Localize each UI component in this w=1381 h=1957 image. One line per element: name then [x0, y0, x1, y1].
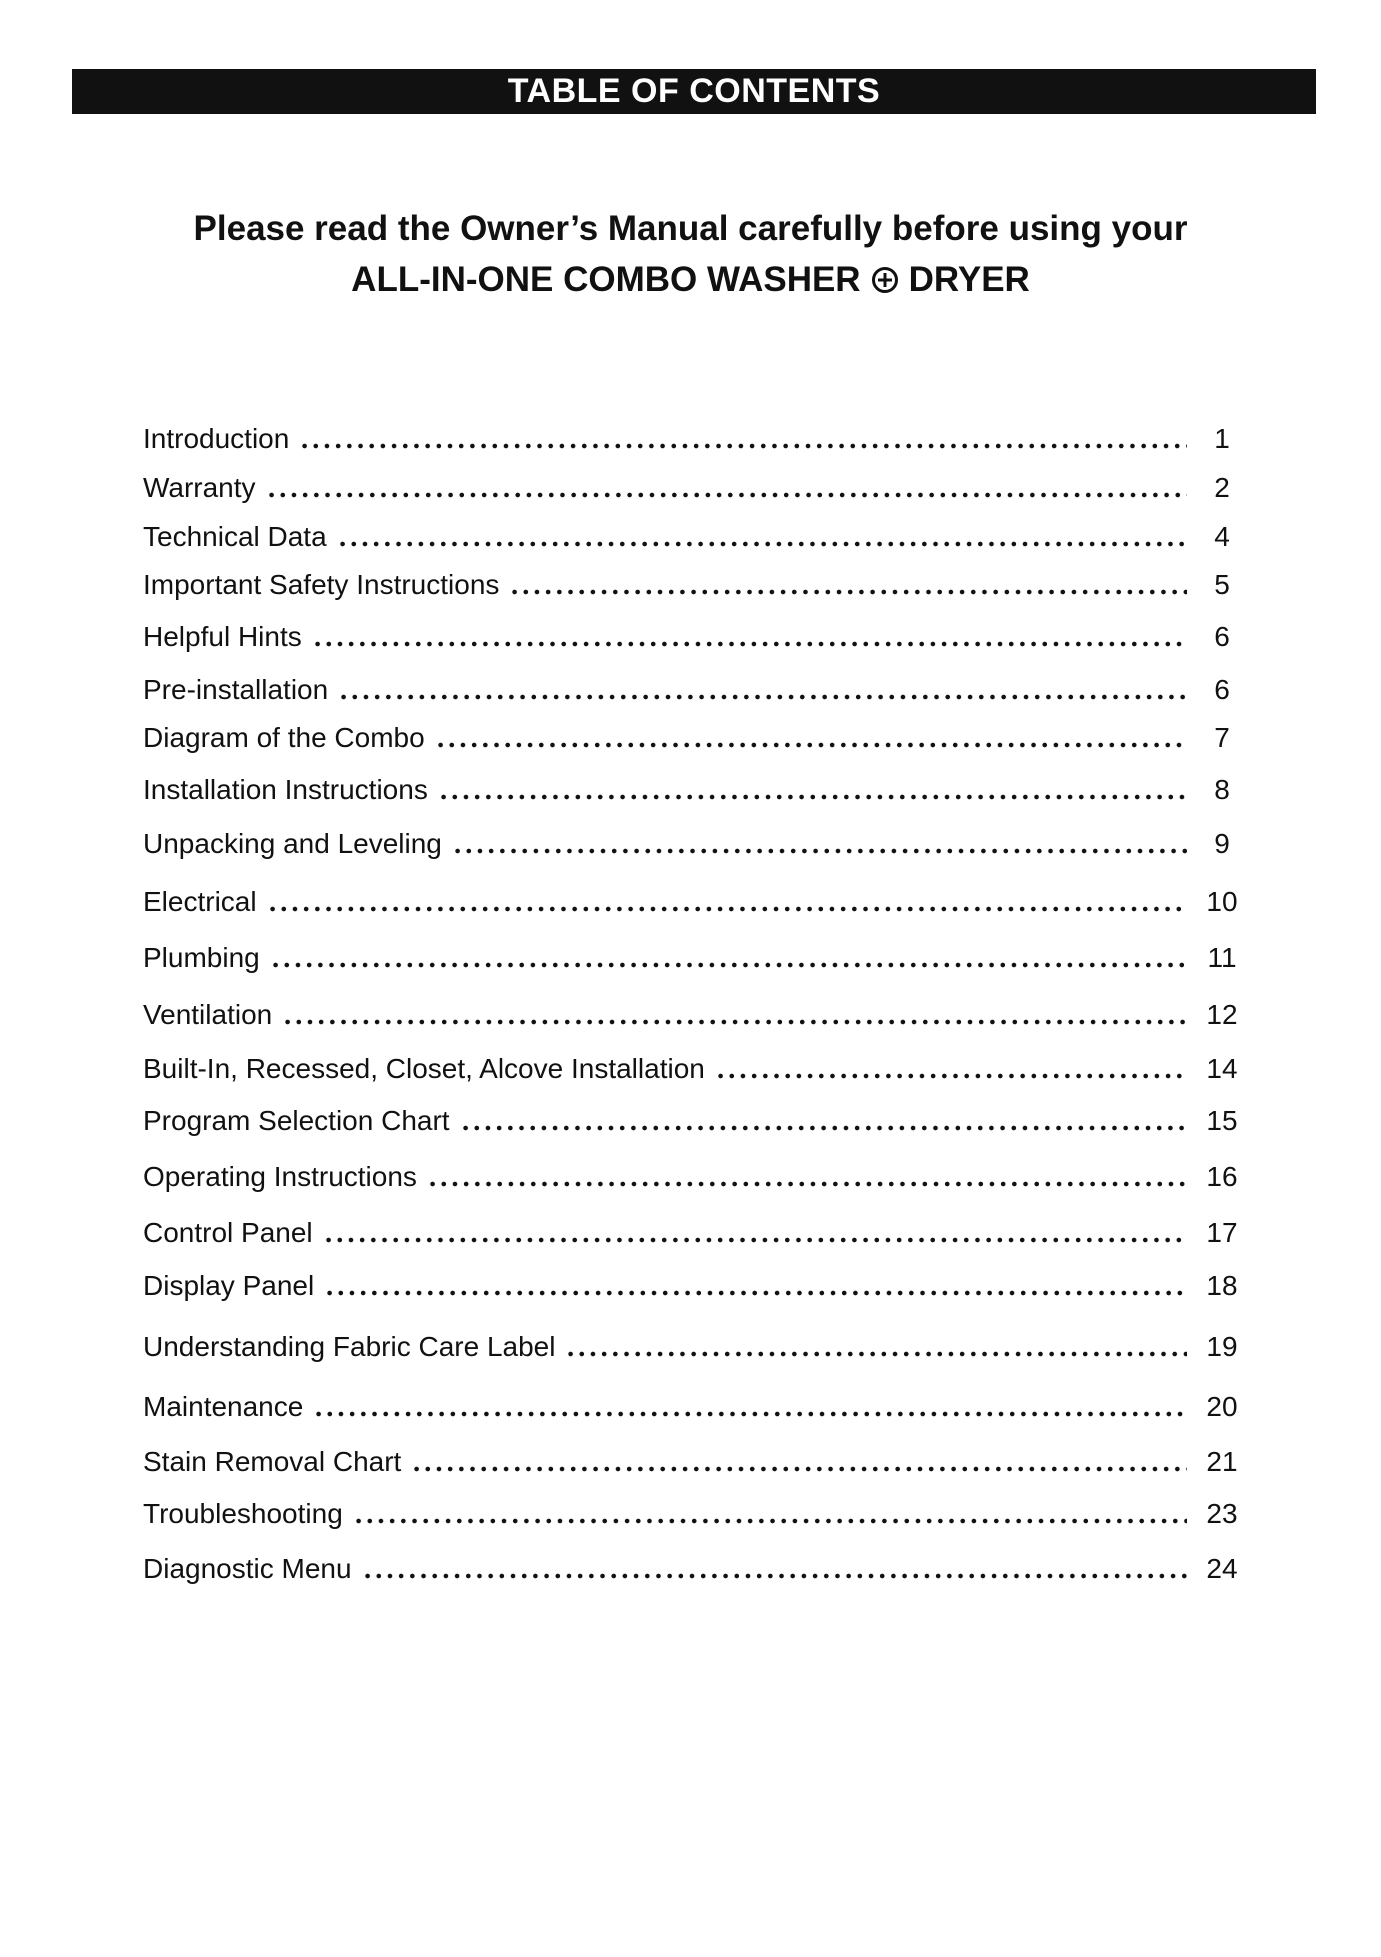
toc-entry-title: Built-In, Recessed, Closet, Alcove Installation [143, 1053, 705, 1084]
dot-leader [313, 1389, 1187, 1425]
toc-entry-page-number: 6 [1214, 621, 1230, 652]
toc-entry-page-number: 9 [1214, 828, 1230, 859]
toc-entry-title: Pre-installation [143, 674, 329, 705]
dot-leader [324, 1268, 1187, 1304]
toc-entry-page-number: 12 [1206, 999, 1238, 1030]
dot-leader [266, 470, 1187, 506]
dot-leader [452, 826, 1187, 862]
toc-entry[interactable] [143, 567, 1243, 603]
dot-leader [411, 1444, 1187, 1480]
dot-leader [435, 720, 1187, 756]
toc-entry-title: Technical Data [143, 521, 327, 552]
dot-leader [267, 884, 1187, 920]
toc-entry-page-number: 8 [1214, 774, 1230, 805]
toc-entry-title: Stain Removal Chart [143, 1446, 402, 1477]
toc-entry-title: Diagnostic Menu [143, 1553, 352, 1584]
dot-leader [438, 772, 1187, 808]
toc-entry[interactable] [143, 619, 1243, 655]
toc-entry-page-number: 20 [1206, 1391, 1238, 1422]
dot-leader [715, 1051, 1187, 1087]
dot-leader [270, 940, 1187, 976]
product-name: ALL-IN-ONE COMBO WASHER [351, 260, 861, 299]
toc-entry-title: Operating Instructions [143, 1161, 417, 1192]
dot-leader [460, 1103, 1187, 1139]
toc-entry[interactable] [143, 940, 1243, 976]
toc-entry-page-number: 15 [1206, 1105, 1238, 1136]
toc-entry-title: Display Panel [143, 1270, 315, 1301]
toc-entry-title: Helpful Hints [143, 621, 302, 652]
toc-entry[interactable] [143, 1103, 1243, 1139]
toc-entry-title: Plumbing [143, 942, 260, 973]
dot-leader [362, 1551, 1187, 1587]
toc-entry-page-number: 17 [1206, 1217, 1238, 1248]
dot-leader [565, 1329, 1187, 1365]
toc-entry[interactable] [143, 1159, 1243, 1195]
toc-entry-title: Control Panel [143, 1217, 313, 1248]
intro-line-1: Please read the Owner’s Manual carefully before using your [193, 209, 1188, 248]
toc-entry[interactable] [143, 470, 1243, 506]
dot-leader [282, 997, 1187, 1033]
dot-leader [323, 1215, 1187, 1251]
toc-entry-page-number: 24 [1206, 1553, 1238, 1584]
toc-entry-title: Important Safety Instructions [143, 569, 500, 600]
toc-entry[interactable] [143, 1496, 1243, 1532]
dot-leader [299, 421, 1187, 457]
page-title: TABLE OF CONTENTS [507, 72, 881, 110]
toc-entry-page-number: 23 [1206, 1498, 1238, 1529]
toc-entry-page-number: 4 [1214, 521, 1230, 552]
toc-entry-title: Troubleshooting [143, 1498, 343, 1529]
dot-leader [353, 1496, 1187, 1532]
toc-entry-page-number: 19 [1206, 1331, 1238, 1362]
toc-entry[interactable] [143, 1389, 1243, 1425]
dot-leader [427, 1159, 1187, 1195]
dot-leader [337, 519, 1187, 555]
toc-entry-title: Unpacking and Leveling [143, 828, 442, 859]
toc-entry-title: Maintenance [143, 1391, 304, 1422]
toc-entry[interactable] [143, 997, 1243, 1033]
toc-entry-page-number: 18 [1206, 1270, 1238, 1301]
toc-entry[interactable] [143, 884, 1243, 920]
toc-entry-page-number: 11 [1207, 942, 1237, 973]
toc-entry-title: Diagram of the Combo [143, 722, 425, 753]
toc-entry-page-number: 5 [1214, 569, 1230, 600]
toc-entry[interactable] [143, 826, 1243, 862]
toc-entry-page-number: 16 [1206, 1161, 1238, 1192]
toc-entry-page-number: 7 [1214, 722, 1230, 753]
dot-leader [338, 672, 1187, 708]
toc-entry[interactable] [143, 772, 1243, 808]
toc-entry-title: Warranty [143, 472, 256, 503]
toc-entry[interactable] [143, 720, 1243, 756]
toc-entry-title: Understanding Fabric Care Label [143, 1331, 556, 1362]
toc-entry-page-number: 6 [1214, 674, 1230, 705]
toc-entry-title: Ventilation [143, 999, 273, 1030]
toc-entry[interactable] [143, 672, 1243, 708]
toc-entry[interactable] [143, 1329, 1243, 1365]
toc-entry-title: Program Selection Chart [143, 1105, 450, 1136]
toc-entry[interactable] [143, 1551, 1243, 1587]
toc-entry-page-number: 1 [1214, 423, 1230, 454]
toc-entry[interactable] [143, 519, 1243, 555]
toc-entry-title: Installation Instructions [143, 774, 428, 805]
dot-leader [509, 567, 1187, 603]
toc-entry-page-number: 10 [1206, 886, 1238, 917]
table-of-contents [143, 0, 1243, 1957]
dot-leader [312, 619, 1187, 655]
toc-entry-page-number: 21 [1206, 1446, 1238, 1477]
toc-entry[interactable] [143, 1215, 1243, 1251]
toc-entry[interactable] [143, 1444, 1243, 1480]
toc-entry-title: Electrical [143, 886, 257, 917]
toc-entry[interactable] [143, 421, 1243, 457]
toc-entry[interactable] [143, 1051, 1243, 1087]
toc-entry-title: Introduction [143, 423, 290, 454]
product-type: DRYER [908, 260, 1030, 299]
toc-entry[interactable] [143, 1268, 1243, 1304]
toc-entry-page-number: 2 [1214, 472, 1230, 503]
toc-entry-page-number: 14 [1206, 1053, 1238, 1084]
